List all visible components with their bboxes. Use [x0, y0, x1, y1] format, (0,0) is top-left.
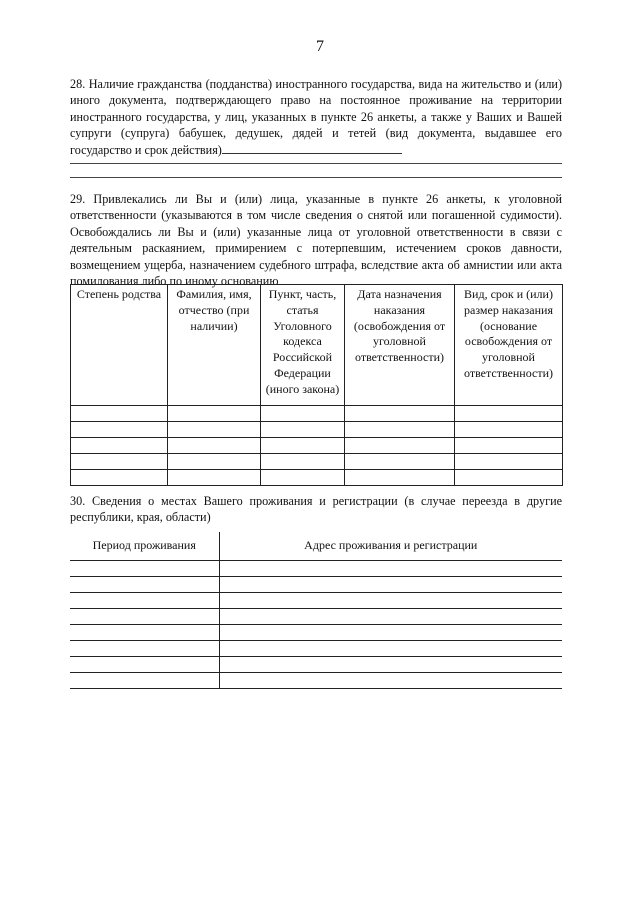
table-cell[interactable]: [219, 593, 562, 609]
table-row: [71, 422, 563, 438]
table-row: [70, 561, 562, 577]
table-header-row: [71, 285, 563, 406]
page-number: 7: [316, 38, 324, 55]
table-cell[interactable]: [345, 470, 455, 486]
table-cell[interactable]: [455, 406, 563, 422]
table-row: [71, 438, 563, 454]
table-row: [70, 641, 562, 657]
answer-line[interactable]: [70, 163, 562, 164]
table-cell[interactable]: [70, 577, 219, 593]
question-29: [70, 191, 562, 289]
question-29-text: 29. Привлекались ли Вы и (или) лица, указанные в пункте 26 анкеты, к уголовной ответственности (указываются в том числе сведения о снятой или погашенной судимости). Освобождались ли Вы и (или) указанные лица от уголовной ответственности в связи с деятельным раскаянием, примирением с потерпевшим, истечением сроков давности, возмещением ущерба, назначением судебного штрафа, вследствие акта об амнистии или акта помилования либо по иному основанию: [70, 192, 562, 289]
table-cell[interactable]: [219, 673, 562, 689]
answer-line[interactable]: [70, 177, 562, 178]
table-cell[interactable]: [345, 422, 455, 438]
table-cell[interactable]: [168, 438, 261, 454]
table-row: [71, 454, 563, 470]
table-cell[interactable]: [168, 422, 261, 438]
table-row: [70, 577, 562, 593]
question-30: [70, 493, 562, 526]
table-cell[interactable]: [168, 406, 261, 422]
table-cell[interactable]: [70, 673, 219, 689]
table-cell[interactable]: [261, 422, 345, 438]
table-row: [70, 657, 562, 673]
table-cell[interactable]: [219, 641, 562, 657]
column-header-address: Адрес проживания и регистрации: [219, 532, 562, 561]
table-cell[interactable]: [455, 470, 563, 486]
column-header-relation: Степень родства: [71, 285, 168, 406]
residence-table: [70, 532, 562, 689]
table-cell[interactable]: [455, 422, 563, 438]
table-cell[interactable]: [345, 454, 455, 470]
table-cell[interactable]: [71, 454, 168, 470]
table-cell[interactable]: [219, 657, 562, 673]
question-28: [70, 76, 562, 158]
question-30-text: 30. Сведения о местах Вашего проживания и регистрации (в случае переезда в другие республики, края, области): [70, 494, 562, 525]
table-row: [71, 470, 563, 486]
table-cell[interactable]: [70, 561, 219, 577]
column-header-sentence-type: Вид, срок и (или) размер наказания (основание освобождения от уголовной ответственности): [455, 285, 563, 406]
table-cell[interactable]: [219, 609, 562, 625]
table-cell[interactable]: [71, 422, 168, 438]
table-row: [70, 609, 562, 625]
table-cell[interactable]: [455, 454, 563, 470]
table-cell[interactable]: [455, 438, 563, 454]
question-28-text: 28. Наличие гражданства (подданства) иностранного государства, вида на жительство и (или) иного документа, подтверждающего право на постоянное проживание на территории иностранного государства, у лиц, указанных в пункте 26 анкеты, а также у Ваших и Вашей супруги (супруга) бабушек, дедушек, дядей и тетей (вид документа, выдавшее его государство и срок действия): [70, 77, 562, 157]
table-header-row: [70, 532, 562, 561]
table-cell[interactable]: [345, 438, 455, 454]
table-row: [70, 625, 562, 641]
table-row: [70, 593, 562, 609]
column-header-sentence-date: Дата назначения наказания (освобождения от уголовной ответственности): [345, 285, 455, 406]
table-cell[interactable]: [70, 625, 219, 641]
table-cell[interactable]: [345, 406, 455, 422]
table-cell[interactable]: [70, 609, 219, 625]
table-cell[interactable]: [168, 454, 261, 470]
table-row: [70, 673, 562, 689]
table-cell[interactable]: [219, 625, 562, 641]
table-cell[interactable]: [168, 470, 261, 486]
table-cell[interactable]: [70, 593, 219, 609]
table-cell[interactable]: [70, 657, 219, 673]
criminal-record-table: [70, 284, 563, 486]
table-cell[interactable]: [261, 438, 345, 454]
table-cell[interactable]: [70, 641, 219, 657]
table-cell[interactable]: [261, 406, 345, 422]
table-cell[interactable]: [71, 406, 168, 422]
table-row: [71, 406, 563, 422]
column-header-full-name: Фамилия, имя, отчество (при наличии): [168, 285, 261, 406]
column-header-law-article: Пункт, часть, статья Уголовного кодекса Российской Федерации (иного закона): [261, 285, 345, 406]
table-cell[interactable]: [71, 470, 168, 486]
answer-line-inline[interactable]: [222, 143, 402, 154]
table-cell[interactable]: [219, 561, 562, 577]
table-cell[interactable]: [219, 577, 562, 593]
table-cell[interactable]: [261, 454, 345, 470]
table-cell[interactable]: [71, 438, 168, 454]
column-header-period: Период проживания: [70, 532, 219, 561]
table-cell[interactable]: [261, 470, 345, 486]
